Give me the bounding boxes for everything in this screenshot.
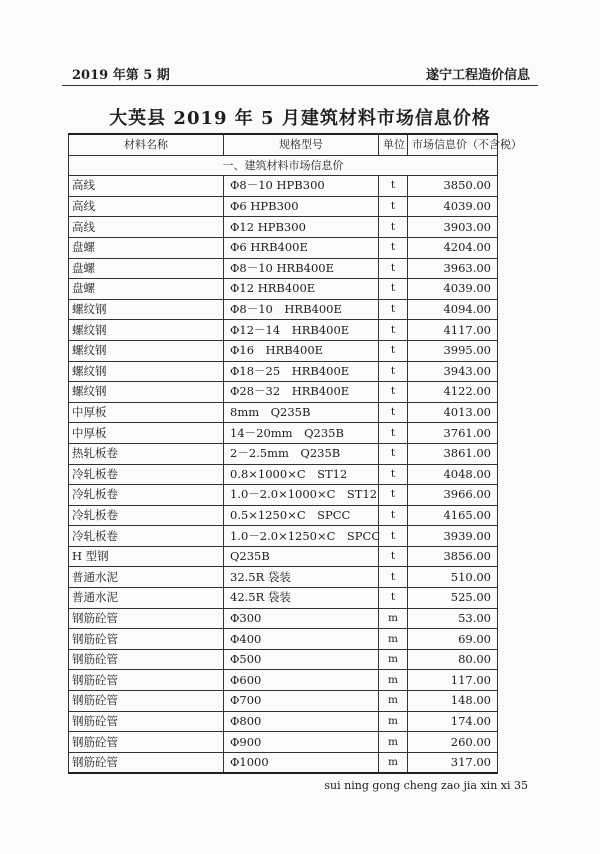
unit-cell: t [379, 217, 408, 238]
spec-cell: 1.0－2.0×1250×C SPCC [224, 526, 379, 547]
table-row [69, 485, 498, 506]
table-row [69, 608, 498, 629]
material-name-cell: 螺纹钢 [69, 361, 224, 382]
table-row [69, 588, 498, 609]
material-name-cell: 中厚板 [69, 423, 224, 444]
unit-cell: m [379, 752, 408, 773]
table-row [69, 505, 498, 526]
column-header-price: 市场信息价（不含税） [408, 134, 498, 155]
price-cell: 3903.00 [408, 217, 498, 238]
spec-cell: 0.8×1000×C ST12 [224, 464, 379, 485]
material-name-cell: 高线 [69, 196, 224, 217]
table-row [69, 691, 498, 712]
price-cell: 4094.00 [408, 299, 498, 320]
material-name-cell: 钢筋砼管 [69, 752, 224, 773]
price-cell: 3856.00 [408, 546, 498, 567]
unit-cell: t [379, 196, 408, 217]
unit-cell: t [379, 423, 408, 444]
column-header-spec: 规格型号 [224, 134, 379, 155]
price-cell: 4048.00 [408, 464, 498, 485]
spec-cell: Φ400 [224, 629, 379, 650]
table-row [69, 340, 498, 361]
table-row [69, 299, 498, 320]
material-name-cell: 钢筋砼管 [69, 670, 224, 691]
table-row [69, 237, 498, 258]
unit-cell: t [379, 567, 408, 588]
issue-label: 2019 年第 5 期 [72, 68, 170, 83]
table-row [69, 732, 498, 753]
material-name-cell: 冷轧板卷 [69, 526, 224, 547]
price-cell: 69.00 [408, 629, 498, 650]
spec-cell: Φ8－10 HRB400E [224, 299, 379, 320]
table-row [69, 567, 498, 588]
unit-cell: t [379, 176, 408, 197]
material-name-cell: 盘螺 [69, 237, 224, 258]
table-row [69, 526, 498, 547]
price-cell: 80.00 [408, 649, 498, 670]
table-row [69, 423, 498, 444]
table-row [69, 464, 498, 485]
price-cell: 3939.00 [408, 526, 498, 547]
unit-cell: t [379, 464, 408, 485]
unit-cell: t [379, 279, 408, 300]
spec-cell: Φ16 HRB400E [224, 340, 379, 361]
table-row [69, 711, 498, 732]
price-cell: 3943.00 [408, 361, 498, 382]
table-row [69, 546, 498, 567]
unit-cell: t [379, 526, 408, 547]
material-name-cell: 钢筋砼管 [69, 732, 224, 753]
spec-cell: Φ300 [224, 608, 379, 629]
price-cell: 4165.00 [408, 505, 498, 526]
price-cell: 148.00 [408, 691, 498, 712]
table-row [69, 443, 498, 464]
spec-cell: Φ1000 [224, 752, 379, 773]
table-row [69, 382, 498, 403]
spec-cell: Φ6 HPB300 [224, 196, 379, 217]
spec-cell: 42.5R 袋装 [224, 588, 379, 609]
table-row [69, 258, 498, 279]
table-row [69, 752, 498, 773]
table-header-row [69, 134, 498, 155]
unit-cell: t [379, 382, 408, 403]
material-name-cell: 钢筋砼管 [69, 691, 224, 712]
unit-cell: m [379, 732, 408, 753]
spec-cell: 0.5×1250×C SPCC [224, 505, 379, 526]
header-divider [62, 85, 538, 86]
unit-cell: t [379, 546, 408, 567]
unit-cell: m [379, 691, 408, 712]
table-row [69, 361, 498, 382]
table-row [69, 176, 498, 197]
table-row [69, 402, 498, 423]
spec-cell: Φ8－10 HPB300 [224, 176, 379, 197]
price-cell: 4039.00 [408, 196, 498, 217]
price-cell: 4204.00 [408, 237, 498, 258]
price-cell: 4013.00 [408, 402, 498, 423]
unit-cell: m [379, 629, 408, 650]
spec-cell: Φ12 HRB400E [224, 279, 379, 300]
spec-cell: 8mm Q235B [224, 402, 379, 423]
table-row [69, 670, 498, 691]
spec-cell: Φ700 [224, 691, 379, 712]
material-name-cell: 普通水泥 [69, 588, 224, 609]
column-header-material-name: 材料名称 [69, 134, 224, 155]
spec-cell: Φ900 [224, 732, 379, 753]
material-name-cell: 钢筋砼管 [69, 649, 224, 670]
price-cell: 53.00 [408, 608, 498, 629]
spec-cell: Φ12 HPB300 [224, 217, 379, 238]
price-cell: 117.00 [408, 670, 498, 691]
unit-cell: t [379, 320, 408, 341]
table-row [69, 279, 498, 300]
column-header-unit: 单位 [379, 134, 408, 155]
price-cell: 4117.00 [408, 320, 498, 341]
price-cell: 3761.00 [408, 423, 498, 444]
price-cell: 4122.00 [408, 382, 498, 403]
material-name-cell: H 型钢 [69, 546, 224, 567]
price-cell: 3850.00 [408, 176, 498, 197]
spec-cell: 32.5R 袋装 [224, 567, 379, 588]
spec-cell: Φ8－10 HRB400E [224, 258, 379, 279]
material-name-cell: 螺纹钢 [69, 320, 224, 341]
spec-cell: 14－20mm Q235B [224, 423, 379, 444]
price-cell: 3995.00 [408, 340, 498, 361]
unit-cell: t [379, 361, 408, 382]
price-table [68, 133, 522, 774]
unit-cell: t [379, 505, 408, 526]
unit-cell: t [379, 443, 408, 464]
material-name-cell: 高线 [69, 217, 224, 238]
price-cell: 510.00 [408, 567, 498, 588]
material-name-cell: 钢筋砼管 [69, 608, 224, 629]
section-title: 一、建筑材料市场信息价 [69, 155, 498, 176]
material-name-cell: 螺纹钢 [69, 340, 224, 361]
table-row [69, 649, 498, 670]
unit-cell: t [379, 258, 408, 279]
material-name-cell: 普通水泥 [69, 567, 224, 588]
spec-cell: Φ800 [224, 711, 379, 732]
unit-cell: t [379, 485, 408, 506]
spec-cell: Φ600 [224, 670, 379, 691]
material-name-cell: 冷轧板卷 [69, 485, 224, 506]
price-cell: 317.00 [408, 752, 498, 773]
spec-cell: 2－2.5mm Q235B [224, 443, 379, 464]
page-title: 大英县 2019 年 5 月建筑材料市场信息价格 [109, 108, 491, 129]
unit-cell: m [379, 670, 408, 691]
price-cell: 174.00 [408, 711, 498, 732]
footer-page-label: sui ning gong cheng zao jia xin xi 35 [324, 779, 528, 792]
price-cell: 4039.00 [408, 279, 498, 300]
unit-cell: m [379, 649, 408, 670]
spec-cell: 1.0－2.0×1000×C ST12 [224, 485, 379, 506]
unit-cell: t [379, 237, 408, 258]
unit-cell: m [379, 608, 408, 629]
material-name-cell: 冷轧板卷 [69, 505, 224, 526]
spec-cell: Φ12－14 HRB400E [224, 320, 379, 341]
table-row [69, 196, 498, 217]
material-name-cell: 钢筋砼管 [69, 711, 224, 732]
material-name-cell: 螺纹钢 [69, 299, 224, 320]
material-name-cell: 钢筋砼管 [69, 629, 224, 650]
unit-cell: t [379, 340, 408, 361]
table-row [69, 629, 498, 650]
price-cell: 3963.00 [408, 258, 498, 279]
unit-cell: t [379, 299, 408, 320]
price-cell: 260.00 [408, 732, 498, 753]
material-name-cell: 高线 [69, 176, 224, 197]
table-row [69, 320, 498, 341]
material-name-cell: 盘螺 [69, 258, 224, 279]
material-name-cell: 冷轧板卷 [69, 464, 224, 485]
unit-cell: m [379, 711, 408, 732]
material-name-cell: 热轧板卷 [69, 443, 224, 464]
material-name-cell: 中厚板 [69, 402, 224, 423]
publication-name: 遂宁工程造价信息 [425, 68, 530, 83]
spec-cell: Φ18－25 HRB400E [224, 361, 379, 382]
spec-cell: Φ500 [224, 649, 379, 670]
spec-cell: Q235B [224, 546, 379, 567]
section-row [69, 155, 498, 176]
unit-cell: t [379, 588, 408, 609]
spec-cell: Φ28－32 HRB400E [224, 382, 379, 403]
table-row [69, 217, 498, 238]
price-cell: 3966.00 [408, 485, 498, 506]
spec-cell: Φ6 HRB400E [224, 237, 379, 258]
material-name-cell: 螺纹钢 [69, 382, 224, 403]
unit-cell: t [379, 402, 408, 423]
material-name-cell: 盘螺 [69, 279, 224, 300]
price-cell: 3861.00 [408, 443, 498, 464]
price-cell: 525.00 [408, 588, 498, 609]
